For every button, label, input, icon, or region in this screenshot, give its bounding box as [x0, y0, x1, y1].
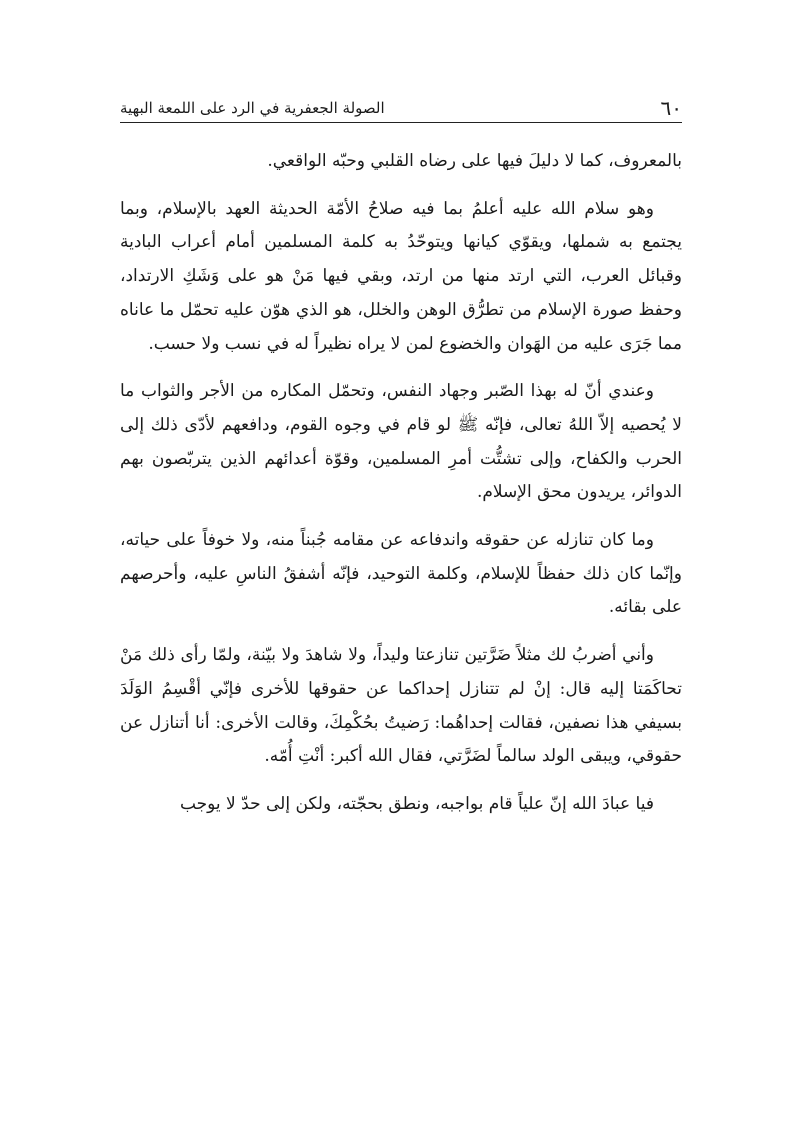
- paragraph: وهو سلام الله عليه أعلمُ بما فيه صلاحُ الأمّة الحديثة العهد بالإسلام، وبما يجتمع به شملها، ويقوّي كيانها ويتوحّدُ به كلمة المسلمين أمام أعراب البادية وقبائل العرب، التي ارتد منها من ارتد، وبقي فيها مَنْ هو على وَشَكِ الارتداد، وحفظ صورة الإسلام من تطرُّق الوهن والخلل، هو الذي هوّن عليه تحمّل ما عاناه مما جَرَى عليه من الهَوان والخضوع لمن لا يراه نظيراً له في نسب ولا حسب.: [120, 198, 682, 354]
- paragraph: وأني أضربُ لك مثلاً ضَرَّتين تنازعتا وليداً، ولا شاهدَ ولا بيّنة، ولمّا رأى ذلك مَنْ تحاكَمَتا إليه قال: إنْ لم تتنازل إحداكما عن حقوقها للأخرى فإنّي أقْسِمُ الوَلَدَ بسيفي هذا نصفين، فقالت إحداهُما: رَضيتُ بحُكْمِكَ، وقالت الأخرى: أنا أتنازل عن حقوقي، ويبقى الولد سالماً لضَرَّتي، فقال الله أكبر: أنْتِ أُمّه.: [120, 645, 682, 767]
- paragraph: وما كان تنازله عن حقوقه واندفاعه عن مقامه جُبناً منه، ولا خوفاً على حياته، وإنّما كان ذلك حفظاً للإسلام، وكلمة التوحيد، فإنّه أشفقُ الناسِ عليه، وأحرصهم على بقائه.: [120, 530, 682, 618]
- page-header: [120, 96, 682, 123]
- paragraph: فيا عبادَ الله إنّ علياً قام بواجبه، ونطق بحجّته، ولكن إلى حدّ لا يوجب: [179, 793, 654, 814]
- running-title: الصولة الجعفرية في الرد على اللمعة البهية: [120, 99, 385, 117]
- paragraph: بالمعروف، كما لا دليلَ فيها على رضاه القلبي وحبّه الواقعي.: [267, 151, 682, 171]
- paragraph: وعندي أنّ له بهذا الصّبر وجهاد النفس، وتحمّل المكاره من الأجر والثواب ما لا يُحصيه إلاّ اللهُ تعالى، فإنّه ﷺ لو قام في وجوه القوم، ودافعهم لأدّى ذلك إلى الحرب والكفاح، وإلى تشتُّت أمرِ المسلمين، وقوّة أعدائهم الذين يتربّصون بهم الدوائر، يريدون محق الإسلام.: [120, 381, 682, 503]
- body-text: [120, 145, 682, 836]
- page-number: ٦٠: [660, 96, 682, 120]
